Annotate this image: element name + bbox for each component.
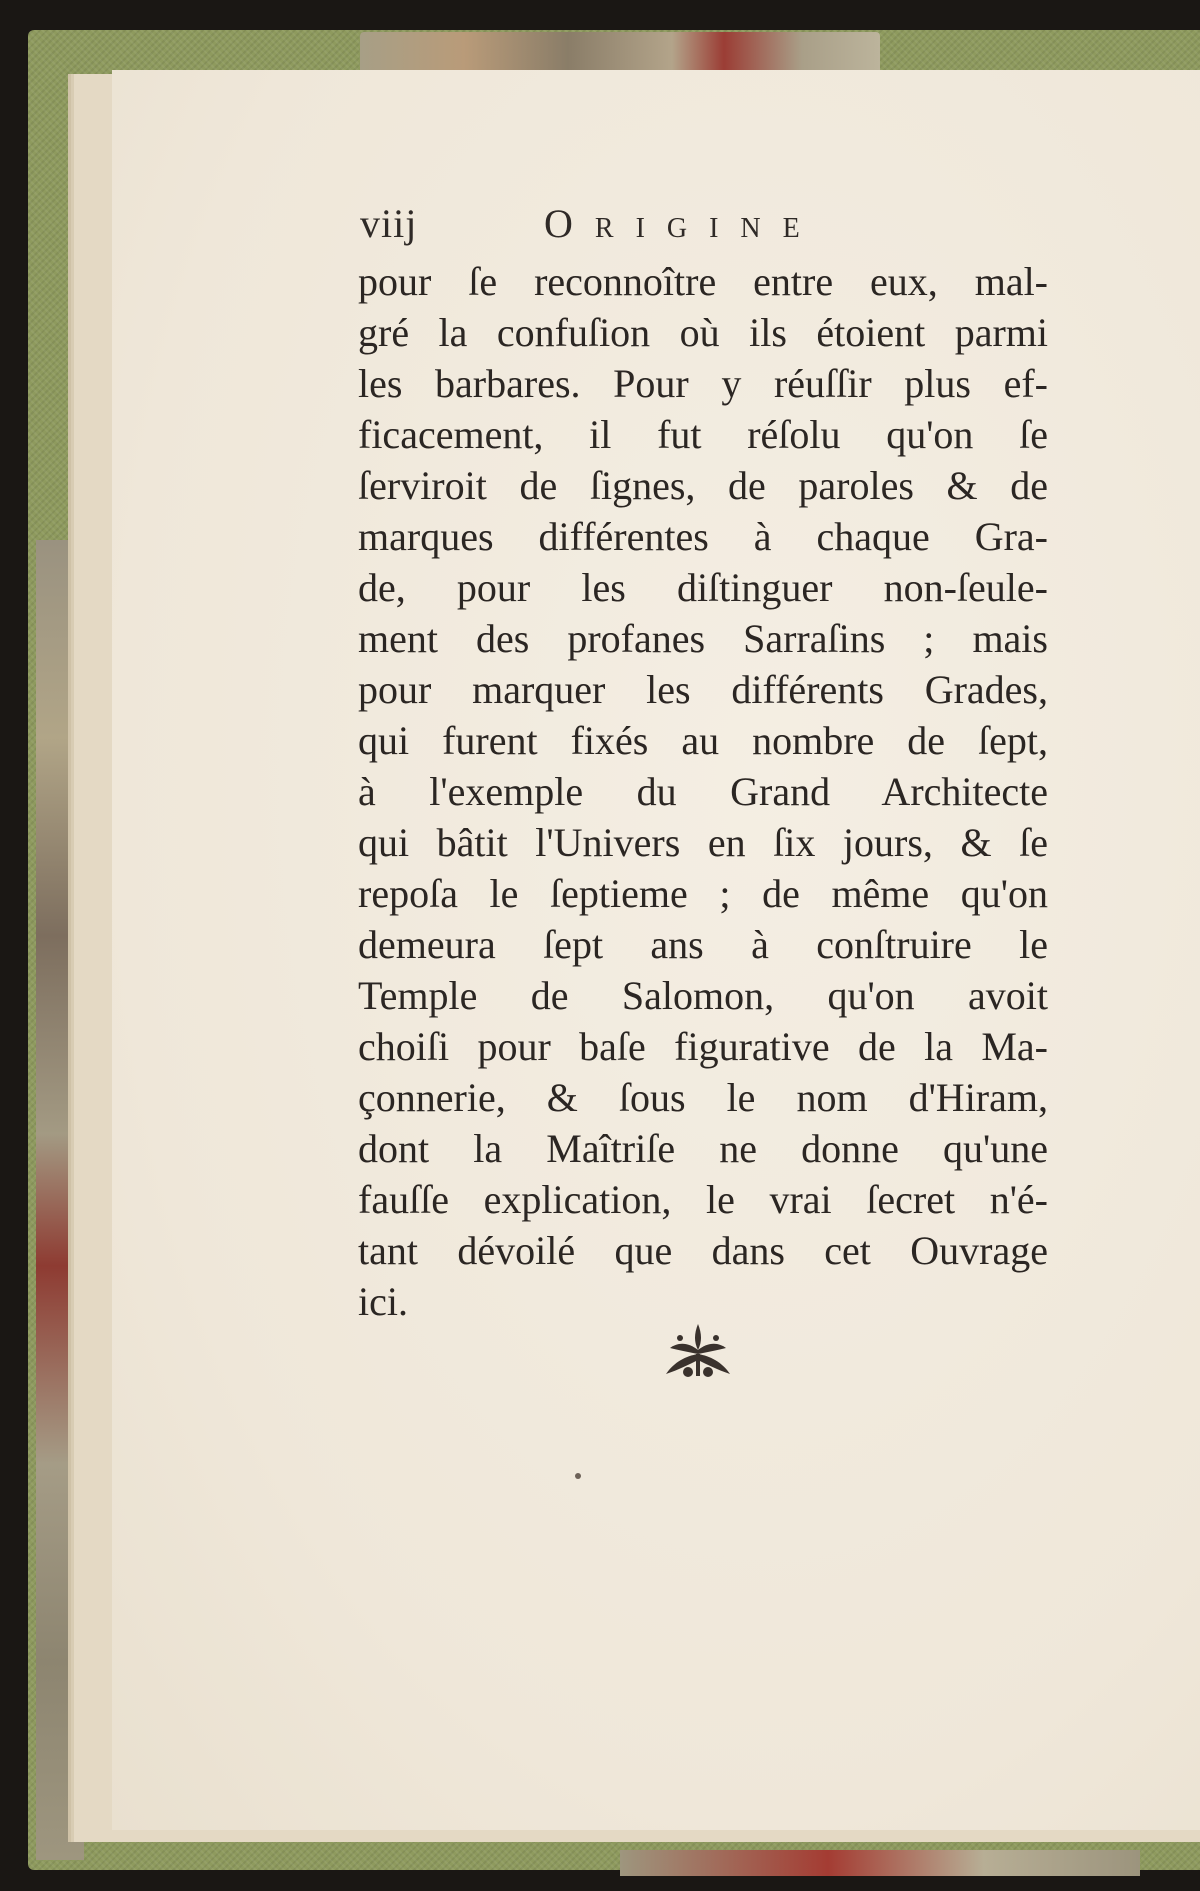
text-line: ici. bbox=[358, 1279, 408, 1324]
fleuron-icon bbox=[660, 1320, 736, 1386]
text-line: marques différentes à chaque Gra- bbox=[358, 514, 1048, 559]
text-line: gré la confuſion où ils étoient parmi bbox=[358, 310, 1048, 355]
text-line: les barbares. Pour y réuſſir plus ef- bbox=[358, 361, 1048, 406]
text-line: Temple de Salomon, qu'on avoit bbox=[358, 973, 1048, 1018]
text-line: tant dévoilé que dans cet Ouvrage bbox=[358, 1228, 1048, 1273]
text-line: ſerviroit de ſignes, de paroles & de bbox=[358, 463, 1048, 508]
text-line: fauſſe explication, le vrai ſecret n'é- bbox=[358, 1177, 1048, 1222]
text-line: qui bâtit l'Univers en ſix jours, & ſe bbox=[358, 820, 1048, 865]
text-line: pour marquer les différents Grades, bbox=[358, 667, 1048, 712]
text-line: pour ſe reconnoître entre eux, mal- bbox=[358, 259, 1048, 304]
text-line: de, pour les diſtinguer non-ſeule- bbox=[358, 565, 1048, 610]
text-line: dont la Maîtriſe ne donne qu'une bbox=[358, 1126, 1048, 1171]
text-line: ficacement, il fut réſolu qu'on ſe bbox=[358, 412, 1048, 457]
text-line: choiſi pour baſe figurative de la Ma- bbox=[358, 1024, 1048, 1069]
text-line: çonnerie, & ſous le nom d'Hiram, bbox=[358, 1075, 1048, 1120]
text-line: repoſa le ſeptieme ; de même qu'on bbox=[358, 871, 1048, 916]
printers-mark-icon bbox=[570, 1468, 586, 1484]
text-line: ment des profanes Sarraſins ; mais bbox=[358, 616, 1048, 661]
text-line: demeura ſept ans à conſtruire le bbox=[358, 922, 1048, 967]
text-line: qui furent fixés au nombre de ſept, bbox=[358, 718, 1048, 763]
running-head: Origine bbox=[544, 201, 822, 246]
page-header bbox=[360, 194, 1050, 254]
text-line: à l'exemple du Grand Architecte bbox=[358, 769, 1048, 814]
page-number: viij bbox=[360, 201, 418, 246]
marbled-board-bottom bbox=[620, 1850, 1140, 1876]
body-text bbox=[358, 256, 1048, 1327]
